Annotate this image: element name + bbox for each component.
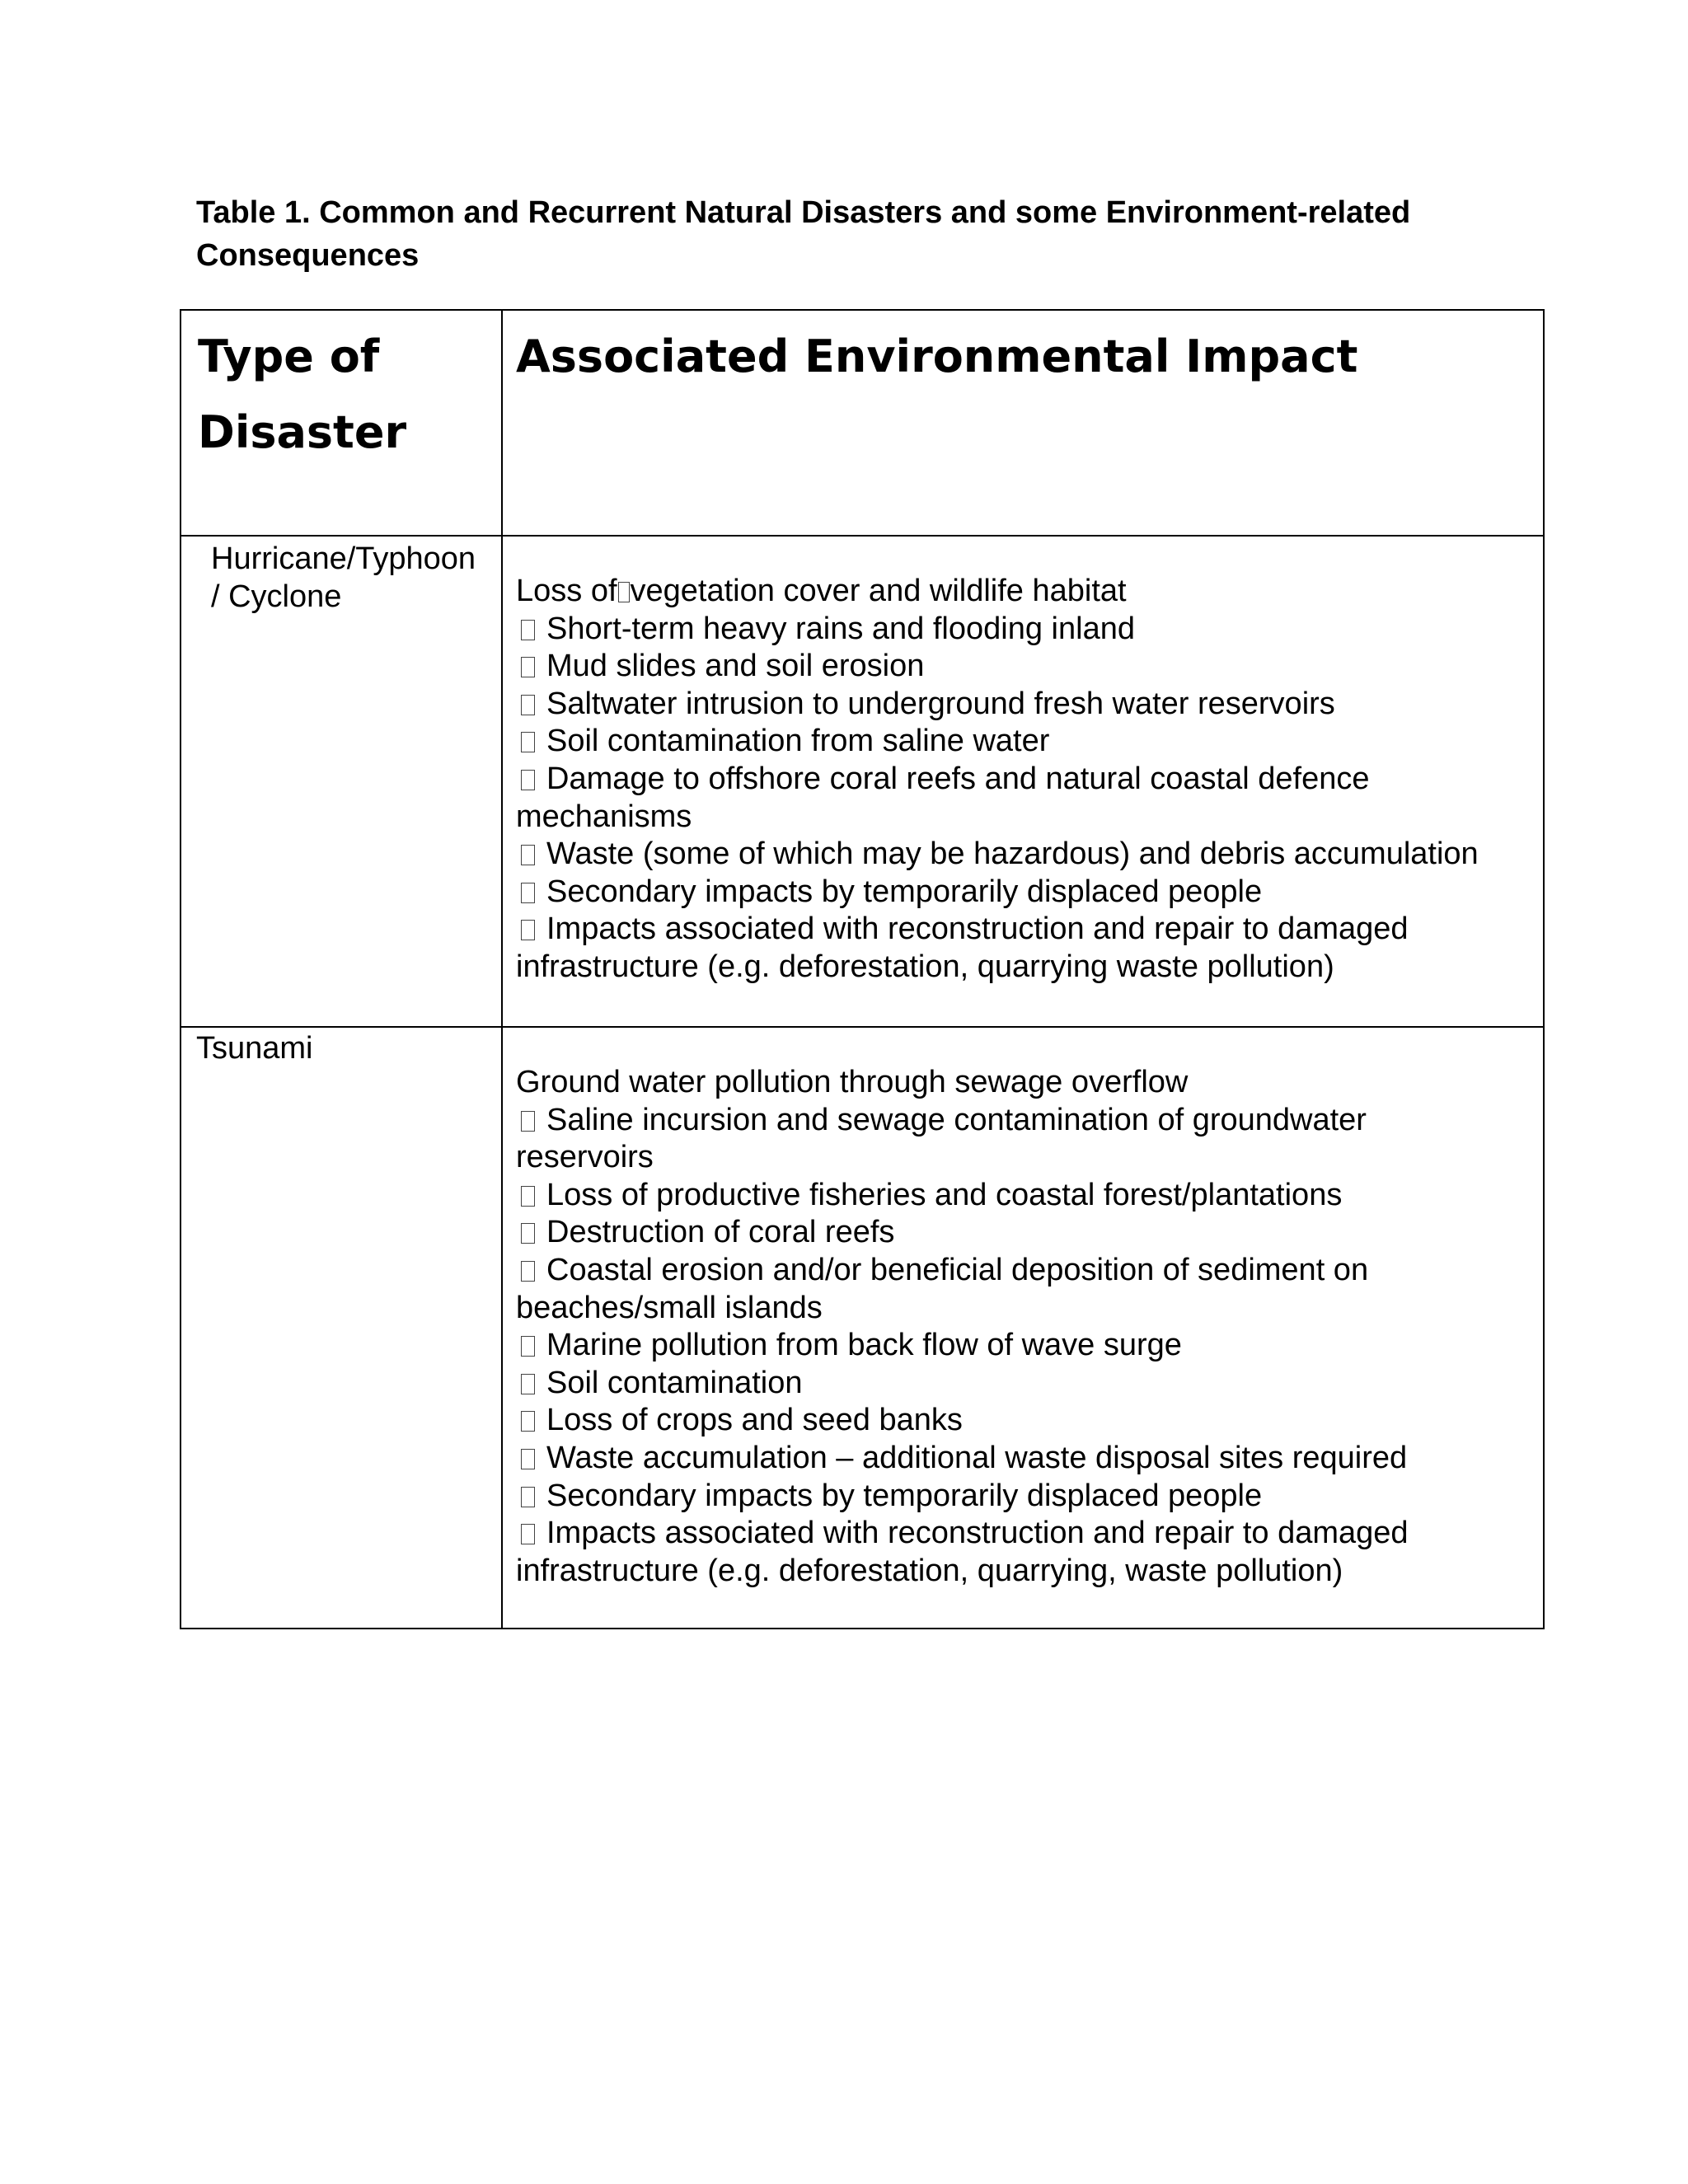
bullet-icon (521, 620, 535, 640)
impact-line (516, 573, 1535, 611)
caption-line-2: Consequences (196, 238, 420, 273)
type-hurricane-line-1: Hurricane/Typhoon (211, 541, 476, 576)
impact-line: Ground water pollution through sewage overflow (516, 1065, 1189, 1099)
type-cell-tsunami (181, 1027, 502, 1629)
type-cell-hurricane (181, 536, 502, 1027)
disaster-table (180, 309, 1545, 1629)
impact-text: vegetation cover and wildlife habitat (630, 574, 1127, 608)
impact-text: Impacts associated with reconstruction and repair to damaged (546, 1516, 1409, 1551)
impact-line-continuation: beaches/small islands (516, 1290, 823, 1325)
caption-line-1: Table 1. Common and Recurrent Natural Disasters and some Environment-related (196, 195, 1411, 230)
impact-text: Impacts associated with reconstruction and repair to damaged (546, 912, 1409, 947)
impact-text: Loss of (516, 574, 617, 608)
bullet-icon (521, 883, 535, 903)
impact-text: Coastal erosion and/or beneficial deposition of sediment on (546, 1252, 1369, 1287)
impact-line (516, 611, 1535, 649)
impact-line (516, 1440, 1535, 1478)
impact-line (516, 686, 1535, 724)
impact-text: Secondary impacts by temporarily displaced people (546, 874, 1263, 909)
bullet-icon (521, 1374, 535, 1394)
impact-text: Waste (some of which may be hazardous) and debris accumulation (546, 837, 1479, 872)
table-row-tsunami (181, 1027, 1544, 1629)
impact-line (516, 1214, 1535, 1252)
impact-line (516, 874, 1535, 912)
impact-line (516, 1252, 1535, 1290)
impact-line-continuation: infrastructure (e.g. deforestation, quarrying, waste pollution) (516, 1553, 1343, 1588)
impact-text: Saline incursion and sewage contamination of groundwater (546, 1102, 1367, 1137)
bullet-icon (618, 582, 630, 602)
impact-text: Loss of productive fisheries and coastal forest/plantations (546, 1177, 1343, 1212)
header-type-line-1: Type of (198, 330, 380, 382)
impact-cell-hurricane (502, 536, 1544, 1027)
bullet-icon (521, 1524, 535, 1544)
impact-line (516, 836, 1535, 874)
impact-line (516, 1515, 1535, 1553)
bullet-icon (521, 1223, 535, 1244)
impact-text: Secondary impacts by temporarily displaced people (546, 1478, 1263, 1513)
type-tsunami: Tsunami (196, 1031, 313, 1066)
bullet-icon (521, 695, 535, 715)
impact-line (516, 1402, 1535, 1440)
impact-text: Damage to offshore coral reefs and natural coastal defence (546, 761, 1370, 796)
impact-text: Short-term heavy rains and flooding inland (546, 611, 1135, 646)
impact-line (516, 1365, 1535, 1403)
impact-line (516, 723, 1535, 761)
bullet-icon (521, 920, 535, 940)
bullet-icon (521, 732, 535, 752)
impact-line-continuation: mechanisms (516, 799, 692, 834)
header-impact: Associated Environmental Impact (516, 330, 1358, 382)
impact-line (516, 1177, 1535, 1215)
impact-line (516, 1102, 1535, 1140)
impact-line (516, 911, 1535, 949)
bullet-icon (521, 1261, 535, 1282)
bullet-icon (521, 657, 535, 677)
header-cell-type (181, 310, 502, 536)
bullet-icon (521, 1449, 535, 1469)
impact-text: Soil contamination (546, 1365, 803, 1400)
impact-line-continuation: infrastructure (e.g. deforestation, quarrying waste pollution) (516, 949, 1334, 984)
impact-line (516, 1327, 1535, 1365)
impact-text: Waste accumulation – additional waste disposal sites required (546, 1440, 1408, 1475)
header-type-line-2: Disaster (198, 406, 407, 458)
impact-text: Marine pollution from back flow of wave surge (546, 1328, 1182, 1363)
impact-line-continuation: reservoirs (516, 1140, 654, 1175)
impact-text: Loss of crops and seed banks (546, 1403, 963, 1438)
bullet-icon (521, 1336, 535, 1357)
bullet-icon (521, 845, 535, 865)
impact-text: Soil contamination from saline water (546, 724, 1050, 759)
bullet-icon (521, 1186, 535, 1207)
type-hurricane-line-2: / Cyclone (211, 579, 342, 614)
table-header-row (181, 310, 1544, 536)
bullet-icon (521, 770, 535, 790)
impact-line (516, 761, 1535, 799)
impact-line (516, 648, 1535, 686)
table-row-hurricane (181, 536, 1544, 1027)
bullet-icon (521, 1487, 535, 1507)
impact-text: Mud slides and soil erosion (546, 649, 925, 684)
bullet-icon (521, 1411, 535, 1432)
table-caption (196, 191, 1515, 277)
impact-text: Destruction of coral reefs (546, 1215, 895, 1250)
impact-cell-tsunami (502, 1027, 1544, 1629)
impact-line (516, 1478, 1535, 1516)
header-cell-impact (502, 310, 1544, 536)
bullet-icon (521, 1111, 535, 1132)
impact-text: Saltwater intrusion to underground fresh water reservoirs (546, 686, 1335, 721)
